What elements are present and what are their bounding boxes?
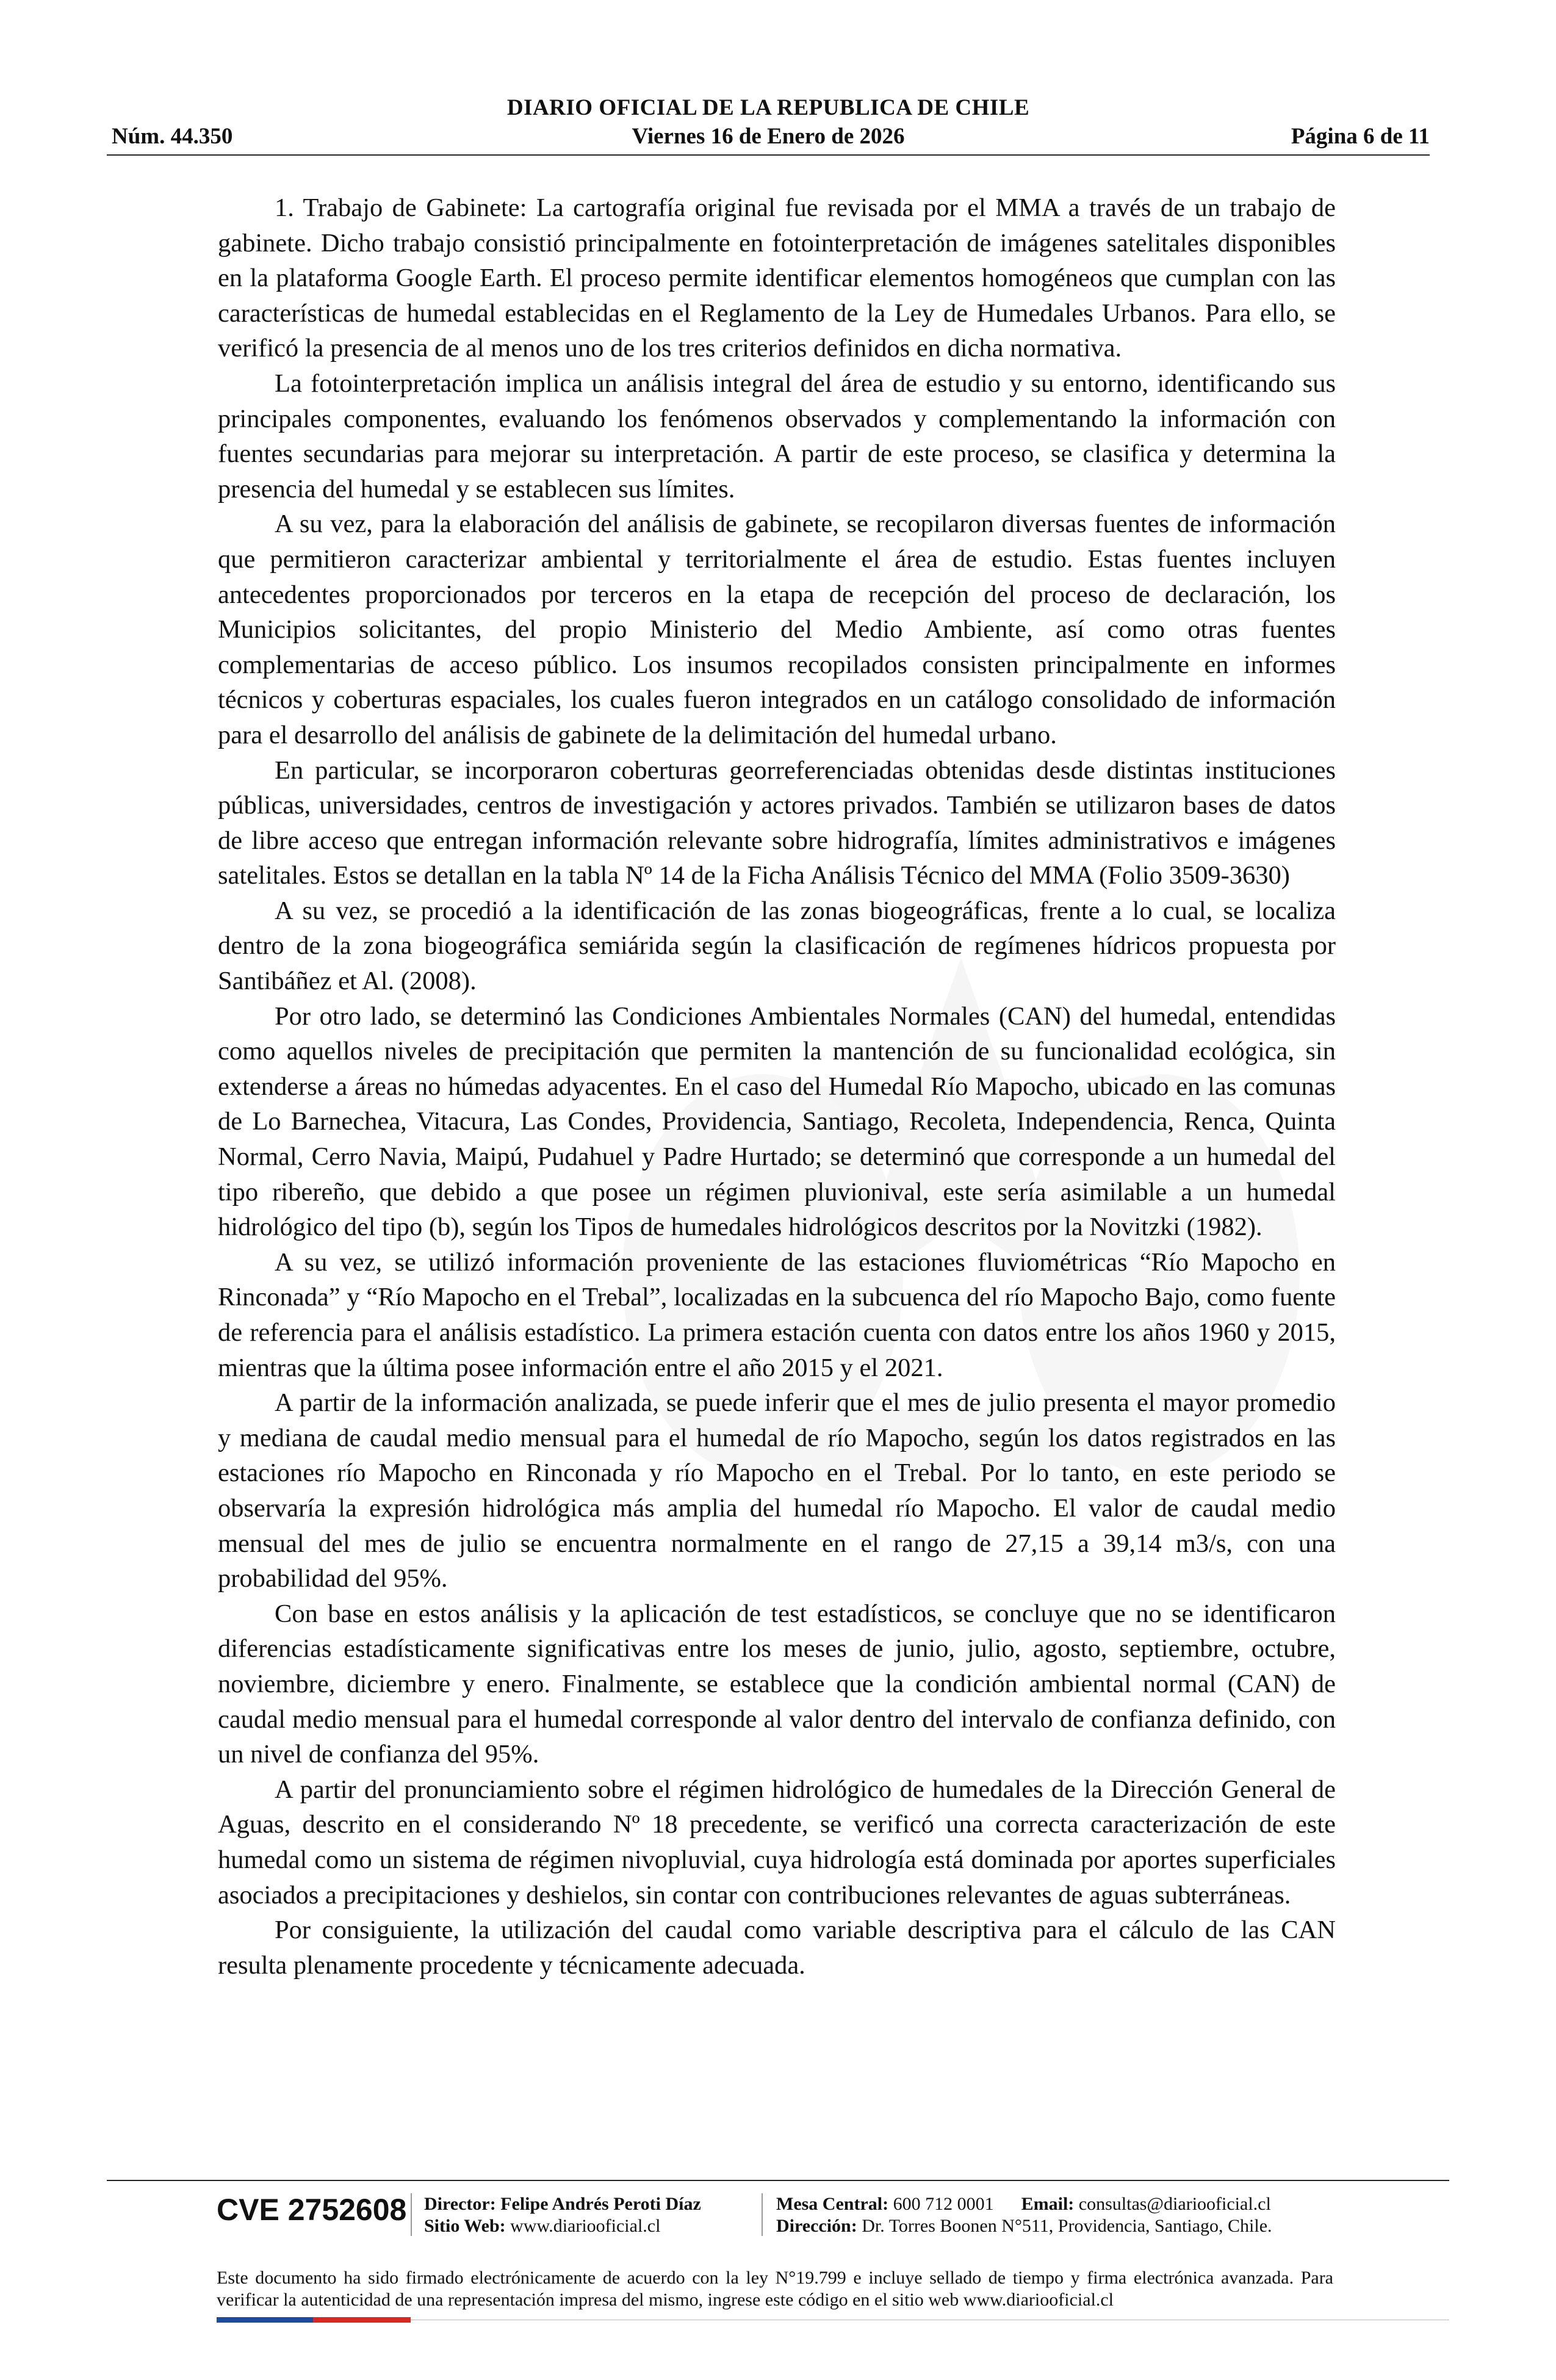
issue-date: Viernes 16 de Enero de 2026 xyxy=(632,124,905,149)
journal-title: DIARIO OFICIAL DE LA REPUBLICA DE CHILE xyxy=(506,95,1030,120)
paragraph: 1. Trabajo de Gabinete: La cartografía original fue revisada por el MMA a través de un trabajo de gabinete. Dicho trabajo consistió principalmente en fotointerpretación de imágenes satelitales disponibles en la plataforma Google Earth. El proceso permite identificar elementos homogéneos que cumplan con las características de humedal establecidas en el Reglamento de la Ley de Humedales Urbanos. Para ello, se verificó la presencia de al menos uno de los tres criterios definidos en dicha normativa. xyxy=(218,193,1336,363)
paragraph: A su vez, se procedió a la identificación de las zonas biogeográficas, frente a lo cual, se localiza dentro de la zona biogeográfica semiárida según la clasificación de regímenes hídricos propuesta por Santibáñez et Al. (2008). xyxy=(218,896,1336,996)
paragraph: Por consiguiente, la utilización del caudal como variable descriptiva para el cálculo de las CAN resulta plenamente procedente y técnicamente adecuada. xyxy=(218,1916,1336,1980)
flag-blue-segment xyxy=(217,2317,313,2323)
director-label: Director: xyxy=(424,2194,496,2214)
page-footer xyxy=(217,2187,1449,2245)
footer-divider xyxy=(107,2180,1449,2181)
paragraph: A su vez, se utilizó información proveniente de las estaciones fluviométricas “Río Mapocho en Rinconada” y “Río Mapocho en el Trebal”, localizadas en la subcuenca del río Mapocho Bajo, como fuente de referencia para el análisis estadístico. La primera estación cuenta con datos entre los años 1960 y 2015, mientras que la última posee información entre el año 2015 y el 2021. xyxy=(218,1247,1336,1382)
paragraph: En particular, se incorporaron coberturas georreferenciadas obtenidas desde distintas instituciones públicas, universidades, centros de investigación y actores privados. También se utilizaron bases de datos de libre acceso que entregan información relevante sobre hidrografía, límites administrativos e imágenes satelitales. Estos se detallan en la tabla Nº 14 de la Ficha Análisis Técnico del MMA (Folio 3509-3630) xyxy=(218,755,1336,890)
paragraph: Por otro lado, se determinó las Condiciones Ambientales Normales (CAN) del humedal, entendidas como aquellos niveles de precipitación que permiten la mantención de su funcionalidad ecológica, sin extenderse a áreas no húmedas adyacentes. En el caso del Humedal Río Mapocho, ubicado en las comunas de Lo Barnechea, Vitacura, Las Condes, Providencia, Santiago, Recoleta, Independencia, Renca, Quinta Normal, Cerro Navia, Maipú, Pudahuel y Padre Hurtado; se determinó que corresponde a un humedal del tipo ribereño, que debido a que posee un régimen pluvionival, este sería asimilable a un humedal hidrológico del tipo (b), según los Tipos de humedales hidrológicos descritos por la Novitzki (1982). xyxy=(218,1001,1336,1242)
flag-red-segment xyxy=(313,2317,411,2323)
paragraph: A partir del pronunciamiento sobre el régimen hidrológico de humedales de la Dirección General de Aguas, descrito en el considerando Nº 18 precedente, se verificó una correcta caracterización de este humedal como un sistema de régimen nivopluvial, cuya hidrología está dominada por aportes superficiales asociados a precipitaciones y deshielos, sin contar con contribuciones relevantes de aguas subterráneas. xyxy=(218,1775,1336,1909)
page-header xyxy=(107,95,1430,156)
footer-director-block xyxy=(424,2193,701,2237)
signature-notice: Este documento ha sido firmado electrónicamente de acuerdo con la ley N°19.799 e incluye sellado de tiempo y firma electrónica avanzada. Para verificar la autenticidad de una representación impresa del mismo, ingrese este código en el sitio web www.diariooficial.cl xyxy=(217,2268,1333,2310)
address-label: Dirección: xyxy=(776,2216,857,2236)
document-body xyxy=(218,190,1336,1983)
flag-color-bar xyxy=(217,2317,411,2323)
paragraph: A su vez, para la elaboración del análisis de gabinete, se recopilaron diversas fuentes de información que permitieron caracterizar ambiental y territorialmente el área de estudio. Estas fuentes incluyen antecedentes proporcionados por terceros en la etapa de recepción del proceso de declaración, los Municipios solicitantes, del propio Ministerio del Medio Ambiente, así como otras fuentes complementarias de acceso público. Los insumos recopilados consisten principalmente en informes técnicos y coberturas espaciales, los cuales fueron integrados en un catálogo consolidado de información para el desarrollo del análisis de gabinete de la delimitación del humedal urbano. xyxy=(218,510,1336,749)
header-divider xyxy=(107,154,1430,156)
issue-number: Núm. 44.350 xyxy=(112,124,233,149)
email-label: Email: xyxy=(1021,2194,1075,2214)
website-label: Sitio Web: xyxy=(424,2216,506,2236)
email-link[interactable]: consultas@diariooficial.cl xyxy=(1078,2194,1271,2214)
director-name: Felipe Andrés Peroti Díaz xyxy=(500,2194,701,2214)
page-number: Página 6 de 11 xyxy=(1291,124,1430,149)
paragraph: La fotointerpretación implica un análisis integral del área de estudio y su entorno, identificando sus principales componentes, evaluando los fenómenos observados y complementando la información con fuentes secundarias para mejorar su interpretación. A partir de este proceso, se clasifica y determina la presencia del humedal y se establecen sus límites. xyxy=(218,369,1336,503)
address-value: Dr. Torres Boonen N°511, Providencia, Santiago, Chile. xyxy=(862,2216,1272,2236)
paragraph: Con base en estos análisis y la aplicación de test estadísticos, se concluye que no se identificaron diferencias estadísticamente significativas entre los meses de junio, julio, agosto, septiembre, octubre, noviembre, diciembre y enero. Finalmente, se establece que la condición ambiental normal (CAN) de caudal medio mensual para el humedal corresponde al valor dentro del intervalo de confianza definido, con un nivel de confianza del 95%. xyxy=(218,1599,1336,1769)
mesa-central-phone: 600 712 0001 xyxy=(893,2194,994,2214)
footer-separator xyxy=(762,2193,763,2236)
footer-separator xyxy=(411,2193,412,2236)
website-link[interactable]: www.diariooficial.cl xyxy=(510,2216,661,2236)
mesa-central-label: Mesa Central: xyxy=(776,2194,889,2214)
footer-contact-block xyxy=(776,2193,1272,2237)
cve-code: CVE 2752608 xyxy=(217,2193,407,2227)
paragraph: A partir de la información analizada, se puede inferir que el mes de julio presenta el mayor promedio y mediana de caudal medio mensual para el humedal de río Mapocho, según los datos registrados en las estaciones río Mapocho en Rinconada y río Mapocho en el Trebal. Por lo tanto, en este periodo se observaría la expresión hidrológica más amplia del humedal río Mapocho. El valor de caudal medio mensual del mes de julio se encuentra normalmente en el rango de 27,15 a 39,14 m3/s, con una probabilidad del 95%. xyxy=(218,1388,1336,1593)
